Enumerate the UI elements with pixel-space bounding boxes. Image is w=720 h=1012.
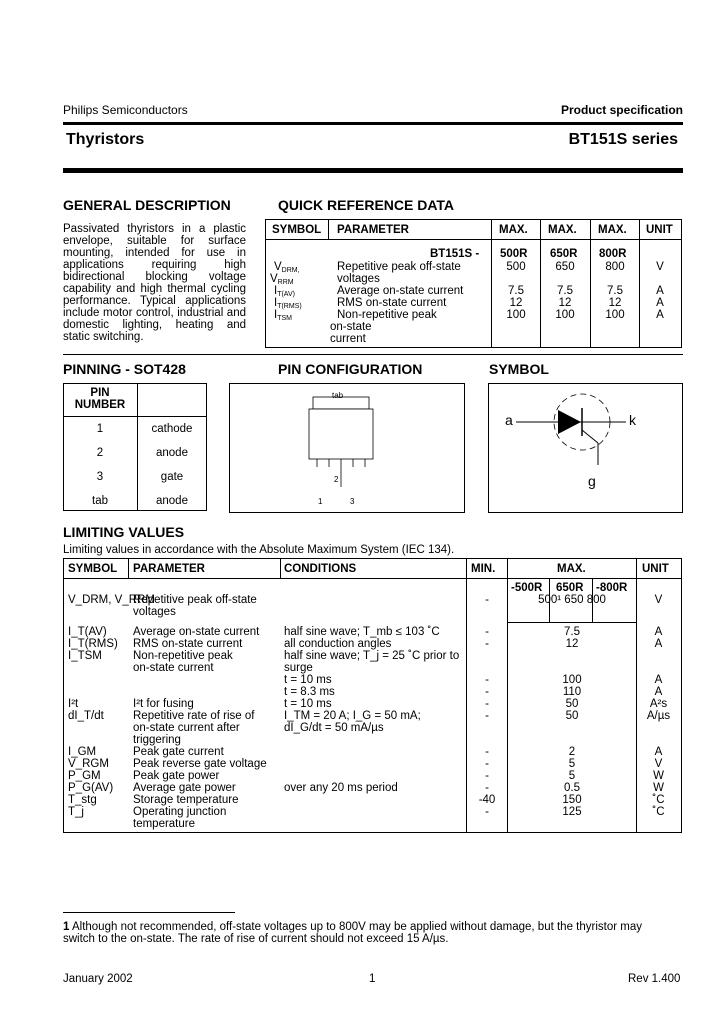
limiting-min: -	[485, 626, 489, 638]
qrd-parameter: on-state	[330, 321, 372, 333]
limiting-parameter: temperature	[133, 818, 196, 830]
limiting-parameter: Storage temperature	[133, 794, 239, 806]
limiting-symbol: T_stg	[68, 794, 97, 806]
general-line: Passivated thyristors in a plastic	[63, 223, 246, 235]
limiting-unit: A	[654, 638, 663, 650]
qrd-head-unit: UNIT	[646, 224, 673, 236]
qrd-value: 12	[509, 297, 523, 309]
qrd-symbol-main: I	[274, 297, 278, 309]
limiting-symbol: V_RGM	[68, 758, 109, 770]
limiting-symbol: I_TSM	[68, 650, 102, 662]
general-line: performance. Typical applications	[63, 295, 246, 307]
limiting-min: -	[485, 806, 489, 818]
header-rule	[63, 122, 683, 125]
limiting-col-rule	[280, 558, 281, 578]
qrd-parameter: current	[330, 333, 366, 345]
limiting-min: -	[485, 746, 489, 758]
pin-number: tab	[92, 495, 108, 507]
qrd-value: 7.5	[508, 285, 524, 297]
symbol-cathode-label: k	[629, 412, 636, 428]
limiting-heading: LIMITING VALUES	[63, 524, 185, 540]
limiting-type: 650R	[556, 582, 584, 594]
qrd-col-rule	[491, 219, 492, 347]
section-rule	[63, 354, 683, 355]
limiting-condition: I_TM = 20 A; I_G = 50 mA;	[284, 710, 421, 722]
limiting-intro: Limiting values in accordance with the Absolute Maximum System (IEC 134).	[63, 544, 455, 556]
symbol-anode-label: a	[505, 412, 513, 428]
limiting-head-unit: UNIT	[642, 563, 669, 575]
qrd-symbol-main: V	[270, 273, 278, 285]
qrd-symbol	[274, 297, 302, 309]
limiting-col-rule	[128, 558, 129, 578]
limiting-parameter: RMS on-state current	[133, 638, 243, 650]
pin-description: gate	[160, 471, 184, 483]
limiting-symbol: T_j	[68, 806, 84, 818]
qrd-col-rule	[540, 219, 541, 347]
limiting-unit: A	[654, 626, 663, 638]
thyristor-symbol	[488, 383, 681, 511]
symbol-heading: SYMBOL	[489, 361, 549, 377]
limiting-parameter: Operating junction	[133, 806, 227, 818]
limiting-unit: A/µs	[646, 710, 671, 722]
general-line: static switching.	[63, 331, 144, 343]
qrd-symbol-main: V	[274, 261, 282, 273]
limiting-unit: A²s	[649, 698, 668, 710]
limiting-max: 50	[565, 698, 579, 710]
limiting-unit: V	[654, 758, 663, 770]
limiting-symbol: P_G(AV)	[68, 782, 114, 794]
qrd-symbol-sub: T(RMS)	[277, 303, 302, 310]
qrd-symbol	[274, 309, 292, 321]
limiting-head-parameter: PARAMETER	[133, 563, 205, 575]
limiting-head-min: MIN.	[471, 563, 496, 575]
package-diagram	[229, 383, 463, 511]
general-line: capability and high thermal cycling	[63, 283, 246, 295]
qrd-head-symbol: SYMBOL	[272, 224, 322, 236]
pin-number: 3	[96, 471, 104, 483]
general-line: envelope, suitable for surface	[63, 235, 246, 247]
limiting-min: -	[485, 710, 489, 722]
limiting-min: -	[485, 698, 489, 710]
qrd-value: 650	[555, 261, 575, 273]
qrd-col-rule	[639, 219, 640, 347]
limiting-symbol: I²t	[68, 698, 79, 710]
qrd-unit: A	[656, 285, 664, 297]
qrd-symbol-main: I	[274, 309, 278, 321]
footer-revision: Rev 1.400	[628, 973, 681, 985]
limiting-parameter: on-state current	[133, 662, 214, 674]
limiting-max: 150	[562, 794, 582, 806]
qrd-value: 7.5	[557, 285, 573, 297]
qrd-type-label: BT151S -	[430, 248, 480, 260]
general-line: bidirectional blocking voltage	[63, 271, 246, 283]
pin-description: anode	[156, 495, 188, 507]
symbol-triangle	[558, 410, 581, 434]
general-heading: GENERAL DESCRIPTION	[63, 197, 231, 213]
qrd-value: 12	[558, 297, 572, 309]
qrd-symbol-sub: DRM,	[281, 267, 300, 274]
limiting-condition: t = 8.3 ms	[284, 686, 335, 698]
limiting-condition: half sine wave; T_j = 25 ˚C prior to	[284, 650, 460, 662]
product-family: Thyristors	[66, 131, 145, 148]
limiting-symbol: dI_T/dt	[68, 710, 104, 722]
pinconfig-heading: PIN CONFIGURATION	[278, 361, 423, 377]
limiting-head-max: MAX.	[557, 563, 586, 575]
limiting-condition: t = 10 ms	[284, 674, 332, 686]
qrd-type: 800R	[599, 248, 627, 260]
pin-number: 2	[96, 447, 104, 459]
qrd-unit: A	[656, 309, 664, 321]
limiting-symbol: P_GM	[68, 770, 101, 782]
limiting-symbol: I_GM	[68, 746, 97, 758]
limiting-type: -500R	[511, 582, 543, 594]
limiting-unit: W	[653, 782, 664, 794]
limiting-unit: A	[654, 674, 663, 686]
limiting-parameter: Average on-state current	[133, 626, 260, 638]
limiting-symbol: I_T(RMS)	[68, 638, 118, 650]
pinning-heading: PINNING - SOT428	[63, 361, 186, 377]
limiting-head-conditions: CONDITIONS	[284, 563, 357, 575]
doc-type: Product specification	[560, 103, 683, 117]
pin-description: anode	[156, 447, 188, 459]
limiting-condition: surge	[284, 662, 313, 674]
footnote-text: Although not recommended, off-state voltages up to 800V may be applied without damage, but the thyristor may	[71, 921, 642, 933]
limiting-head-symbol: SYMBOL	[68, 563, 118, 575]
general-line: include motor control, industrial and	[63, 307, 246, 319]
limiting-head-rule	[63, 578, 681, 579]
general-line: applications requiring high	[63, 259, 246, 271]
qrd-parameter: Repetitive peak off-state	[337, 261, 461, 273]
limiting-parameter: Peak gate power	[133, 770, 220, 782]
limiting-min: -	[485, 770, 489, 782]
general-line: mounting, intended for use in	[63, 247, 246, 259]
qrd-parameter: Average on-state current	[337, 285, 464, 297]
qrd-symbol	[274, 285, 295, 297]
limiting-unit: ˚C	[652, 806, 665, 818]
limiting-parameter: Peak reverse gate voltage	[133, 758, 267, 770]
limiting-unit: A	[654, 746, 663, 758]
qrd-value: 7.5	[607, 285, 623, 297]
qrd-unit: A	[656, 297, 664, 309]
limiting-condition: dI_G/dt = 50 mA/µs	[284, 722, 384, 734]
limiting-parameter: Repetitive rate of rise of	[133, 710, 255, 722]
limiting-max: 7.5	[564, 626, 580, 638]
qrd-head-rule	[265, 239, 681, 240]
limiting-max: 12	[565, 638, 579, 650]
qrd-symbol-sub: RRM	[277, 279, 294, 286]
qrd-symbol-sub: TSM	[277, 315, 292, 322]
general-text	[63, 223, 246, 343]
qrd-symbol-sub: T(AV)	[277, 291, 295, 298]
footnote-line1	[63, 921, 642, 933]
limiting-parameter: Average gate power	[133, 782, 236, 794]
limiting-max: 125	[562, 806, 582, 818]
company-name: Philips Semiconductors	[63, 103, 188, 117]
limiting-parameter: on-state current after	[133, 722, 240, 734]
pinning-head-pin: PIN	[90, 387, 110, 399]
qrd-symbol-main: I	[274, 285, 278, 297]
limiting-min: -	[485, 594, 489, 606]
limiting-symbol: I_T(AV)	[68, 626, 107, 638]
qrd-head-max: MAX.	[548, 224, 577, 236]
limiting-parameter: Repetitive peak off-state	[133, 594, 257, 606]
qrd-head-parameter: PARAMETER	[337, 224, 409, 236]
limiting-min: -	[485, 674, 489, 686]
limiting-max: 0.5	[564, 782, 580, 794]
qrd-symbol	[274, 261, 300, 273]
limiting-max: 50	[565, 710, 579, 722]
limiting-max: 100	[562, 674, 582, 686]
pin-description: cathode	[151, 423, 193, 435]
limiting-max: 500¹ 650 800	[538, 594, 606, 606]
limiting-max: 5	[568, 758, 576, 770]
qrd-value: 100	[555, 309, 575, 321]
limiting-parameter: voltages	[133, 606, 176, 618]
pinning-head-rule	[63, 416, 206, 417]
qrd-col-rule	[328, 219, 329, 239]
limiting-min: -40	[478, 794, 496, 806]
pin-number: 1	[96, 423, 104, 435]
pinconfig-pin2-label: 2	[334, 475, 339, 484]
qrd-col-rule	[590, 219, 591, 347]
qrd-value: 12	[608, 297, 622, 309]
limiting-unit: V	[654, 594, 663, 606]
qrd-head-max: MAX.	[598, 224, 627, 236]
limiting-type: -800R	[596, 582, 628, 594]
qrd-value: 800	[605, 261, 625, 273]
qrd-parameter: Non-repetitive peak	[337, 309, 437, 321]
limiting-max: 5	[568, 770, 576, 782]
qrd-type: 500R	[500, 248, 528, 260]
limiting-min: -	[485, 686, 489, 698]
limiting-condition: all conduction angles	[284, 638, 392, 650]
limiting-min: -	[485, 782, 489, 794]
qrd-head-max: MAX.	[499, 224, 528, 236]
limiting-condition: half sine wave; T_mb ≤ 103 ˚C	[284, 626, 440, 638]
limiting-condition: over any 20 ms period	[284, 782, 398, 794]
limiting-symbol: V_DRM, V_RRM	[68, 594, 155, 606]
limiting-max: 110	[562, 686, 582, 698]
pinning-head-number: NUMBER	[74, 399, 126, 411]
pinconfig-pin1-label: 1	[318, 497, 323, 506]
qrd-unit: V	[656, 261, 664, 273]
limiting-unit: W	[653, 770, 664, 782]
qrd-value: 100	[605, 309, 625, 321]
package-body	[309, 409, 373, 459]
product-title: BT151S series	[568, 131, 678, 148]
limiting-min: -	[485, 758, 489, 770]
qrd-parameter: voltages	[337, 273, 380, 285]
limiting-unit: A	[654, 686, 663, 698]
limiting-unit: ˚C	[652, 794, 665, 806]
qrd-type: 650R	[550, 248, 578, 260]
limiting-condition: t = 10 ms	[284, 698, 332, 710]
general-line: domestic lighting, heating and	[63, 319, 246, 331]
limiting-parameter: Non-repetitive peak	[133, 650, 233, 662]
limiting-parameter: I²t for fusing	[133, 698, 194, 710]
qrd-value: 100	[506, 309, 526, 321]
footnote-number: 1	[63, 921, 70, 933]
qrd-parameter: RMS on-state current	[337, 297, 447, 309]
qrd-symbol	[270, 273, 294, 285]
limiting-max: 2	[568, 746, 576, 758]
footnote-rule	[63, 912, 235, 913]
footer-date: January 2002	[63, 973, 133, 985]
limiting-parameter: triggering	[133, 734, 181, 746]
title-rule	[63, 168, 683, 173]
footnote-line2: switch to the on-state. The rate of rise of current should not exceed 15 A/µs.	[63, 933, 449, 945]
limiting-parameter: Peak gate current	[133, 746, 224, 758]
limiting-max-rule	[507, 622, 637, 623]
symbol-gate-label: g	[588, 473, 596, 489]
pinconfig-pin3-label: 3	[350, 497, 355, 506]
footer-page: 1	[369, 973, 376, 985]
qrd-heading: QUICK REFERENCE DATA	[278, 197, 455, 213]
qrd-value: 500	[506, 261, 526, 273]
symbol-gate-lead	[582, 430, 598, 443]
pinconfig-tab-label: tab	[332, 391, 344, 400]
limiting-min: -	[485, 638, 489, 650]
